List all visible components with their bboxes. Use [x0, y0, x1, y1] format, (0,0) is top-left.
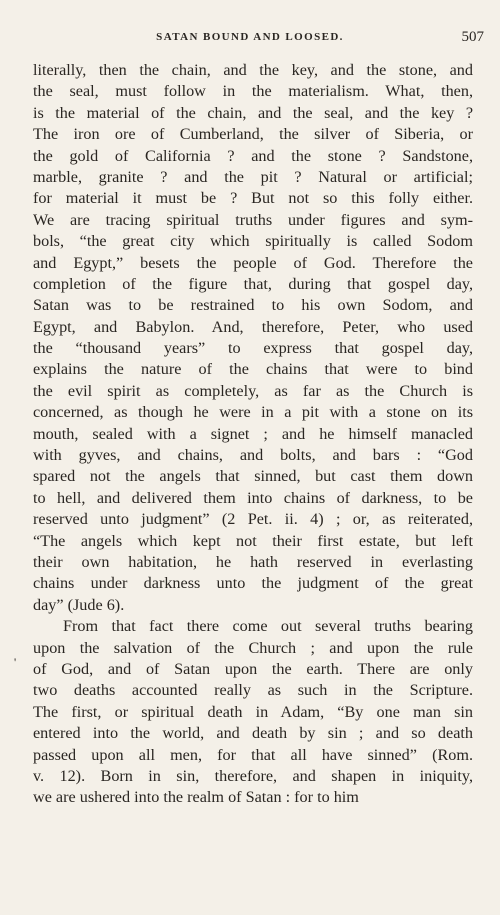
text-line: From that fact there come out several truths bearing: [63, 617, 473, 636]
text-line: explains the nature of the chains that were to bind: [33, 360, 473, 379]
text-line: is the material of the chain, and the seal, and the key ?: [33, 103, 473, 122]
text-line: the seal, must follow in the materialism. What, then,: [33, 82, 473, 101]
text-line: day” (Jude 6).: [33, 595, 125, 614]
page-number: 507: [461, 29, 484, 45]
text-line: spared not the angels that sinned, but cast them down: [33, 467, 473, 486]
text-line: Satan was to be restrained to his own Sodom, and: [33, 296, 473, 315]
paragraph-2: [33, 616, 473, 809]
text-line: mouth, sealed with a signet ; and he himself manacled: [33, 424, 473, 443]
text-line: completion of the figure that, during that gospel day,: [33, 274, 473, 293]
text-line: with gyves, and chains, and bolts, and bars : “God: [33, 446, 473, 465]
text-line: two deaths accounted really as such in the Scripture.: [33, 681, 473, 700]
text-line: “The angels which kept not their first estate, but left: [33, 531, 473, 550]
text-line: for material it must be ? But not so this folly either.: [33, 189, 473, 208]
text-line: passed upon all men, for that all have sinned” (Rom.: [33, 745, 473, 764]
text-line: of God, and of Satan upon the earth. There are only: [33, 659, 473, 678]
text-line: We are tracing spiritual truths under figures and sym-: [33, 210, 473, 229]
text-line: the evil spirit as completely, as far as the Church is: [33, 381, 473, 400]
text-line: the “thousand years” to express that gospel day,: [33, 339, 473, 358]
text-line: concerned, as though he were in a pit with a stone on its: [33, 403, 473, 422]
text-line: their own habitation, he hath reserved in everlasting: [33, 552, 473, 571]
text-line: we are ushered into the realm of Satan : for to him: [33, 788, 359, 807]
text-line: bols, “the great city which spiritually is called Sodom: [33, 232, 473, 251]
text-line: marble, granite ? and the pit ? Natural or artificial;: [33, 167, 473, 186]
text-line: Egypt, and Babylon. And, therefore, Peter, who used: [33, 317, 473, 336]
running-head: [0, 28, 500, 48]
paragraph-1: [33, 60, 473, 616]
text-line: the gold of California ? and the stone ? Sandstone,: [33, 146, 473, 165]
text-body: [33, 60, 473, 809]
text-line: to hell, and delivered them into chains of darkness, to be: [33, 488, 473, 507]
text-line: The iron ore of Cumberland, the silver of Siberia, or: [33, 125, 473, 144]
text-line: upon the salvation of the Church ; and upon the rule: [33, 638, 473, 657]
text-line: v. 12). Born in sin, therefore, and shapen in iniquity,: [33, 766, 473, 785]
margin-mark: ': [14, 655, 17, 669]
text-line: reserved unto judgment” (2 Pet. ii. 4) ; or, as reiterated,: [33, 510, 473, 529]
text-line: literally, then the chain, and the key, and the stone, and: [33, 61, 473, 79]
text-line: and Egypt,” besets the people of God. Therefore the: [33, 253, 473, 272]
text-line: The first, or spiritual death in Adam, “By one man sin: [33, 702, 473, 721]
running-title: SATAN BOUND AND LOOSED.: [156, 31, 344, 43]
text-line: entered into the world, and death by sin ; and so death: [33, 724, 473, 743]
text-line: chains under darkness unto the judgment of the great: [33, 574, 473, 593]
